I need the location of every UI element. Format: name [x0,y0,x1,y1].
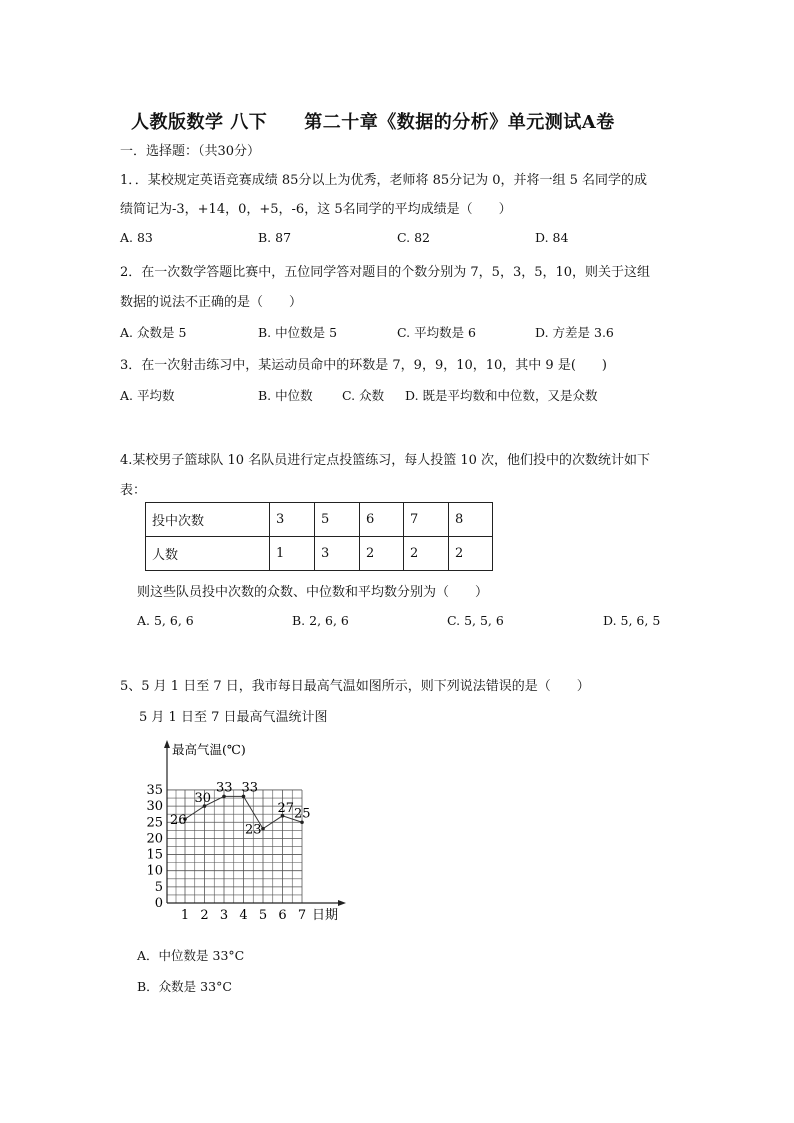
x-tick-label: 1 [180,908,190,923]
q4-option-b: B. 2, 6, 6 [292,613,349,628]
table-row-label: 人数 [146,537,270,571]
x-tick-label: 5 [258,908,268,923]
y-tick-label: 15 [146,847,163,863]
q1-option-c: C. 82 [397,230,430,245]
x-tick-label: 3 [219,908,229,923]
q4-option-c: C. 5, 5, 6 [447,613,504,628]
x-tick-label: 2 [200,908,209,923]
data-label: 30 [194,791,212,807]
q5-line1: 5、5 月 1 日至 7 日，我市每日最高气温如图所示，则下列说法错误的是（ ） [120,679,590,694]
data-label: 27 [277,800,295,816]
table-row [146,537,493,571]
y-tick-label: 20 [146,831,163,847]
table-cell: 2 [404,537,449,571]
x-tick-label: 6 [278,908,287,923]
q2-line1: 2．在一次数学答题比赛中，五位同学答对题目的个数分别为 7，5，3，5，10，则关于这组 [120,265,651,280]
x-axis-label: 日期 [312,908,339,923]
data-point [261,827,265,831]
q4-line1: 4.某校男子篮球队 10 名队员进行定点投篮练习，每人投篮 10 次，他们投中的次数统计如下 [120,453,651,468]
table-cell: 8 [449,503,493,537]
x-tick-label: 4 [239,908,248,923]
data-labels [170,780,311,837]
page-title: 人教版数学 八下 第二十章《数据的分析》单元测试A卷 [131,112,615,133]
table-row-label: 投中次数 [146,503,270,537]
q1-line2: 绩简记为-3，+14，0，+5，-6，这 5名同学的平均成绩是（ ） [120,202,512,217]
data-label: 33 [241,780,259,796]
q2-option-b: B. 中位数是 5 [258,325,338,340]
x-axis-arrow [338,900,346,906]
y-axis-label: 最高气温(℃) [172,742,246,757]
q3-option-c: C. 众数 [342,388,385,403]
q1-line1: 1．．某校规定英语竞赛成绩 85分以上为优秀，老师将 85分记为 0，并将一组 5 名同学的成 [120,173,648,188]
table-cell: 2 [449,537,493,571]
q5-option-a: A．中位数是 33°C [137,948,245,963]
data-label: 33 [216,780,233,796]
q2-option-d: D. 方差是 3.6 [535,325,614,340]
y-tick-label: 30 [146,799,163,815]
table-cell: 3 [315,537,360,571]
y-axis-arrow [164,740,170,748]
table-cell: 7 [404,503,449,537]
q4-line3: 则这些队员投中次数的众数、中位数和平均数分别为（ ） [137,585,489,600]
q3-option-b: B. 中位数 [258,388,313,403]
x-tick-labels [181,908,306,923]
temperature-line-chart [140,735,360,925]
table-cell: 6 [360,503,404,537]
shots-table [145,502,493,571]
q2-line2: 数据的说法不正确的是（ ） [120,295,303,310]
q1-option-b: B. 87 [258,230,292,245]
y-tick-label: 25 [146,815,163,831]
y-tick-labels [146,783,163,911]
q4-line2: 表： [120,483,147,498]
q4-option-d: D. 5, 6, 5 [603,613,661,628]
y-tick-label: 0 [154,896,163,911]
q1-option-a: A. 83 [120,230,153,245]
q3-option-a: A. 平均数 [120,388,175,403]
y-tick-label: 35 [146,782,163,798]
q5-option-b: B．众数是 33°C [137,979,232,994]
table-cell: 3 [270,503,315,537]
q4-option-a: A. 5, 6, 6 [137,613,194,628]
table-row [146,503,493,537]
y-tick-label: 10 [146,863,163,879]
data-label: 26 [170,813,187,829]
section-heading: 一．选择题：（共30分） [120,144,261,159]
q3-line1: 3．在一次射击练习中，某运动员命中的环数是 7，9，9，10，10，其中 9 是( ) [120,358,607,373]
chart-caption: 5 月 1 日至 7 日最高气温统计图 [139,710,328,725]
data-label: 25 [294,806,311,822]
q3-option-d: D. 既是平均数和中位数，又是众数 [405,388,598,403]
data-label: 23 [245,822,262,838]
x-tick-label: 7 [297,908,307,923]
table-cell: 1 [270,537,315,571]
q1-option-d: D. 84 [535,230,569,245]
q2-option-a: A. 众数是 5 [120,325,187,340]
y-tick-label: 5 [154,879,163,895]
q2-option-c: C. 平均数是 6 [397,325,476,340]
table-cell: 2 [360,537,404,571]
table-cell: 5 [315,503,360,537]
